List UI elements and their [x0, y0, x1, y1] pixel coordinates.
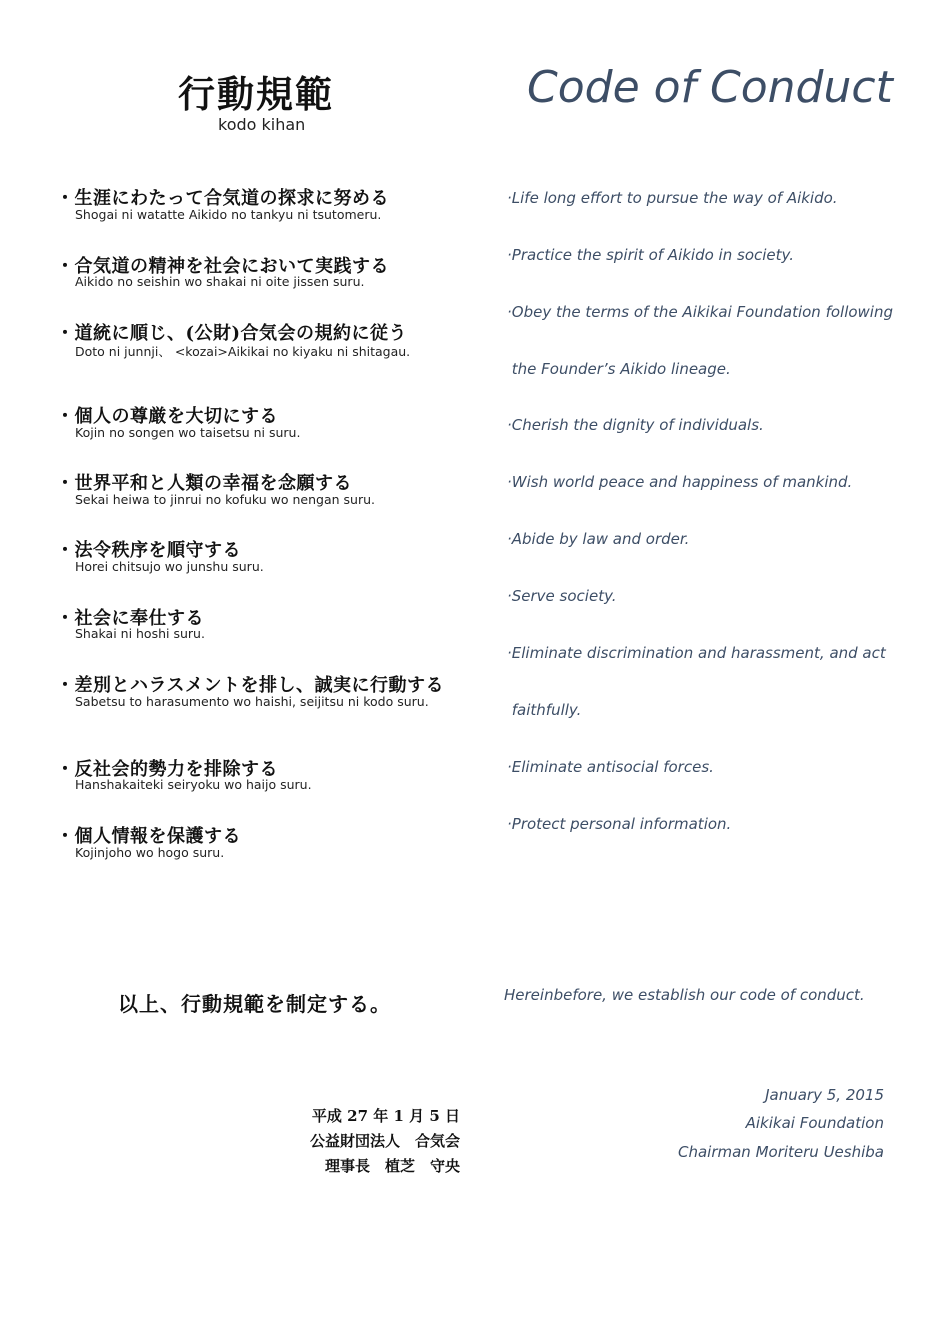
en-item-4: ·Cherish the dignity of individuals.: [507, 416, 764, 434]
en-conclusion: Hereinbefore, we establish our code of conduct.: [504, 986, 865, 1004]
jp-signature-chair: 理事長 植芝 守央: [324, 1157, 460, 1175]
romaji-item-8: Sabetsu to harasumento wo haishi, seijitsu ni kodo suru.: [75, 694, 429, 709]
romaji-item-3: Doto ni junnji、 <kozai>Aikikai no kiyaku ni shitagau.: [75, 344, 411, 359]
en-item-7: ·Serve society.: [507, 587, 617, 605]
en-item-5: ·Wish world peace and happiness of mankind.: [507, 473, 853, 491]
en-item-8-continued: faithfully.: [507, 701, 582, 719]
romaji-title: kodo kihan: [218, 115, 306, 134]
en-item-10: ·Protect personal information.: [507, 815, 732, 833]
jp-item-10: ・個人情報を保護する: [56, 826, 241, 847]
jp-signature-date: 平成 27 年 1 月 5 日: [311, 1107, 460, 1125]
en-item-1: ·Life long effort to pursue the way of Aikido.: [507, 189, 838, 207]
romaji-item-5: Sekai heiwa to jinrui no kofuku wo nengan suru.: [75, 492, 375, 507]
en-signature-org: Aikikai Foundation: [745, 1114, 884, 1132]
en-signature-date: January 5, 2015: [765, 1086, 884, 1104]
jp-item-1: ・生涯にわたって合気道の探求に努める: [56, 188, 389, 209]
en-item-2: ·Practice the spirit of Aikido in society.: [507, 246, 794, 264]
en-item-3: ·Obey the terms of the Aikikai Foundation following: [507, 303, 894, 321]
jp-item-2: ・合気道の精神を社会において実践する: [56, 256, 389, 277]
romaji-item-4: Kojin no songen wo taisetsu ni suru.: [75, 425, 301, 440]
jp-item-3: ・道統に順じ、(公財)合気会の規約に従う: [56, 323, 408, 344]
en-item-6: ·Abide by law and order.: [507, 530, 690, 548]
jp-item-7: ・社会に奉仕する: [56, 608, 204, 629]
romaji-item-6: Horei chitsujo wo junshu suru.: [75, 559, 264, 574]
romaji-item-10: Kojinjoho wo hogo suru.: [75, 845, 225, 860]
jp-item-5: ・世界平和と人類の幸福を念願する: [56, 473, 352, 494]
en-item-9: ·Eliminate antisocial forces.: [507, 758, 714, 776]
jp-item-9: ・反社会的勢力を排除する: [56, 759, 278, 780]
romaji-item-7: Shakai ni hoshi suru.: [75, 626, 205, 641]
jp-item-8: ・差別とハラスメントを排し、誠実に行動する: [56, 675, 444, 696]
japanese-title: 行動規範: [178, 72, 334, 116]
romaji-item-1: Shogai ni watatte Aikido no tankyu ni tsutomeru.: [75, 207, 382, 222]
jp-item-6: ・法令秩序を順守する: [56, 540, 241, 561]
jp-signature-org: 公益財団法人 合気会: [309, 1132, 460, 1150]
jp-conclusion: 以上、行動規範を制定する。: [118, 992, 391, 1016]
romaji-item-9: Hanshakaiteki seiryoku wo haijo suru.: [75, 777, 312, 792]
en-item-8: ·Eliminate discrimination and harassment, and act: [507, 644, 886, 662]
en-item-3-continued: the Founder’s Aikido lineage.: [507, 360, 731, 378]
romaji-item-2: Aikido no seishin wo shakai ni oite jissen suru.: [75, 274, 365, 289]
en-signature-chair: Chairman Moriteru Ueshiba: [677, 1143, 884, 1161]
jp-item-4: ・個人の尊厳を大切にする: [56, 406, 278, 427]
english-title: Code of Conduct: [527, 62, 893, 113]
